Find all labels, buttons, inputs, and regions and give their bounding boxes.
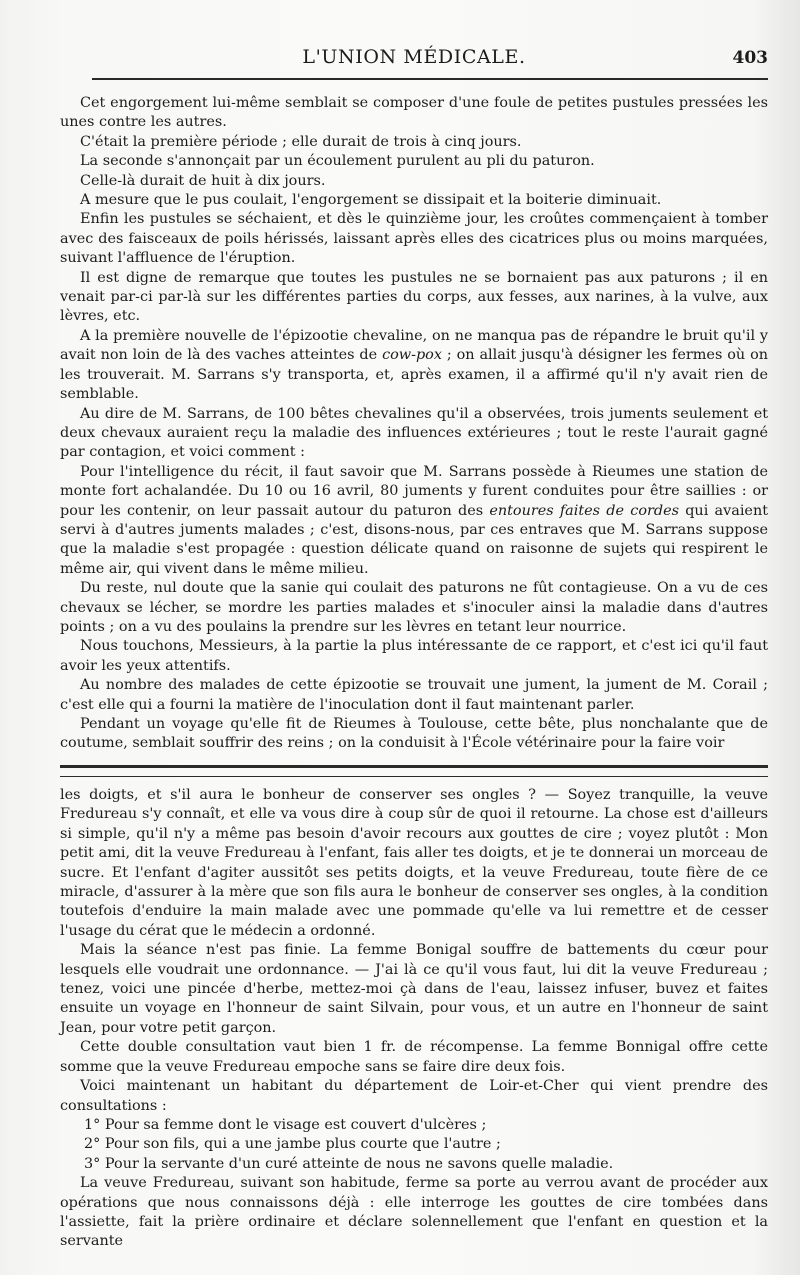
- paragraph: les doigts, et s'il aura le bonheur de conserver ses ongles ? — Soyez tranquille, la veuve Fredureau s'y connaît, et elle va vous dire à coup sûr de quoi il retourne. La chose est d'ailleurs si simple, qu'il n'y a même pas besoin d'avoir recours aux gouttes de cire ; voyez plutôt : Mon petit ami, dit la veuve Fredureau à l'enfant, fais aller tes doigts, et je te donnerai un morceau de sucre. Et l'enfant d'agiter aussitôt ses petits doigts, et la veuve Fredureau, toute fière de ce miracle, d'assurer à la mère que son fils aura le bonheur de conserver ses ongles, à la condition toutefois d'enduire la main malade avec une pommade qu'elle va lui remettre et de cesser l'usage du cérat que le médecin a ordonné.: [60, 787, 768, 939]
- paragraph: [60, 463, 768, 579]
- paragraph: A mesure que le pus coulait, l'engorgement se dissipait et la boiterie diminuait.: [80, 192, 662, 209]
- page-header: [60, 44, 768, 74]
- paragraph: Celle-là durait de huit à dix jours.: [80, 172, 326, 189]
- upper-article: [60, 94, 768, 754]
- running-title: L'UNION MÉDICALE.: [302, 46, 526, 68]
- paragraph: Enfin les pustules se séchaient, et dès le quinzième jour, les croûtes commençaient à tomber avec des faisceaux de poils hérissés, laissant après elles des cicatrices plus ou moins marquées, suivant l'affluence de l'éruption.: [60, 211, 768, 267]
- header-rule: [92, 78, 768, 80]
- paragraph-text: Pour l'intelligence du récit, il faut savoir que M. Sarrans possède à Rieumes une station de monte fort achalandée. Du 10 ou 16 avril, 80 juments y furent conduites pour être saillies : or pour les contenir, on leur passait autour du paturon des: [60, 463, 768, 519]
- italic-term: entoures faites de cordes: [489, 502, 679, 519]
- page-number: 403: [732, 48, 768, 68]
- paragraph: La seconde s'annonçait par un écoulement purulent au pli du paturon.: [80, 153, 595, 170]
- paragraph-text: A la première nouvelle de l'épizootie chevaline, on ne manqua pas de répandre le bruit qu'il y avait non loin de là des vaches atteintes de: [60, 327, 768, 364]
- paragraph: Cette double consultation vaut bien 1 fr. de récompense. La femme Bonnigal offre cette somme que la veuve Fredureau empoche sans se faire dire deux fois.: [60, 1039, 768, 1075]
- paragraph: Il est digne de remarque que toutes les pustules ne se bornaient pas aux paturons ; il en venait par-ci par-là sur les différentes parties du corps, aux fesses, aux narines, à la vulve, aux lèvres, etc.: [60, 269, 768, 325]
- paragraph-text: qui avaient servi à d'autres juments malades ; c'est, disons-nous, par ces entraves que M. Sarrans suppose que la maladie s'est propagée : question délicate quand on raisonne de sujets qui respirent le même air, qui vivent dans le même milieu.: [60, 502, 768, 577]
- paragraph: 2° Pour son fils, qui a une jambe plus courte que l'autre ;: [84, 1136, 501, 1153]
- paragraph: Pendant un voyage qu'elle fit de Rieumes à Toulouse, cette bête, plus nonchalante que de coutume, semblait souffrir des reins ; on la conduisit à l'École vétérinaire pour la faire voir: [60, 716, 768, 752]
- paragraph: 3° Pour la servante d'un curé atteinte de nous ne savons quelle maladie.: [84, 1155, 614, 1172]
- paragraph: La veuve Fredureau, suivant son habitude, ferme sa porte au verrou avant de procéder aux opérations que nous connaissons déjà : elle interroge les gouttes de cire tombées dans l'assiette, fait la prière ordinaire et déclare solennellement que l'enfant en question et la servante: [60, 1175, 768, 1250]
- paragraph: 1° Pour sa femme dont le visage est couvert d'ulcères ;: [84, 1116, 487, 1133]
- paragraph: [60, 327, 768, 405]
- paragraph-text: ; on allait jusqu'à désigner les fermes où on les trouverait. M. Sarrans s'y transporta, et, après examen, il a affirmé qu'il n'y avait rien de semblable.: [60, 347, 768, 403]
- paragraph: Cet engorgement lui-même semblait se composer d'une foule de petites pustules pressées les unes contre les autres.: [60, 95, 768, 131]
- section-separator: [60, 765, 768, 777]
- paragraph: C'était la première période ; elle durait de trois à cinq jours.: [80, 133, 522, 150]
- paragraph: Mais la séance n'est pas finie. La femme Bonigal souffre de battements du cœur pour lesquels elle voudrait une ordonnance. — J'ai là ce qu'il vous faut, lui dit la veuve Fredureau ; tenez, voici une pincée d'herbe, mettez-moi çà dans de l'eau, laissez infuser, buvez et faites ensuite un voyage en l'honneur de saint Silvain, pour vous, et un autre en l'honneur de saint Jean, pour votre petit garçon.: [60, 942, 768, 1036]
- paragraph: Voici maintenant un habitant du département de Loir-et-Cher qui vient prendre des consultations :: [60, 1078, 768, 1114]
- lower-article: [60, 786, 768, 1252]
- italic-term: cow-pox: [382, 347, 442, 364]
- paragraph: Nous touchons, Messieurs, à la partie la plus intéressante de ce rapport, et c'est ici qu'il faut avoir les yeux attentifs.: [60, 638, 768, 674]
- paragraph: Au dire de M. Sarrans, de 100 bêtes chevalines qu'il a observées, trois juments seulement et deux chevaux auraient reçu la maladie des influences extérieures ; tout le reste l'aurait gagné par contagion, et voici comment :: [60, 405, 768, 461]
- paragraph: Du reste, nul doute que la sanie qui coulait des paturons ne fût contagieuse. On a vu de ces chevaux se lécher, se mordre les parties malades et s'inoculer ainsi la maladie dans d'autres points ; on a vu des poulains la prendre sur les lèvres en tetant leur nourrice.: [60, 580, 768, 635]
- paragraph: Au nombre des malades de cette épizootie se trouvait une jument, la jument de M. Corail ; c'est elle qui a fourni la matière de l'inoculation dont il faut maintenant parler.: [60, 677, 768, 713]
